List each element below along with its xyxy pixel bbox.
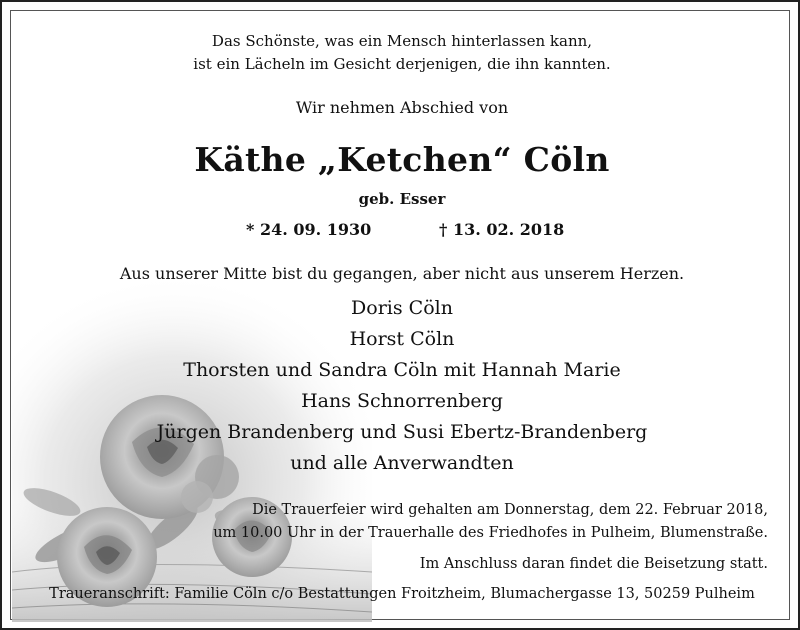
mourner-1: Doris Cöln — [351, 297, 453, 319]
mourner-3: Thorsten und Sandra Cöln mit Hannah Marie — [183, 359, 621, 381]
mourner-2: Horst Cöln — [349, 328, 455, 350]
service-line-2: um 10.00 Uhr in der Trauerhalle des Friedhofes in Pulheim, Blumenstraße. — [213, 525, 768, 541]
death-date: † 13. 02. 2018 — [439, 220, 565, 239]
farewell-line: Aus unserer Mitte bist du gegangen, aber nicht aus unserem Herzen. — [119, 264, 685, 283]
deceased-name: Käthe „Ketchen“ Cöln — [194, 140, 610, 179]
quote-line-1: Das Schönste, was ein Mensch hinterlassen kann, — [211, 32, 593, 50]
intro-text: Wir nehmen Abschied von — [295, 98, 509, 117]
service-line-1: Die Trauerfeier wird gehalten am Donnerstag, dem 22. Februar 2018, — [252, 502, 768, 518]
mourning-address: Traueranschrift: Familie Cöln c/o Bestattungen Froitzheim, Blumachergasse 13, 50259 Pulheim — [49, 586, 755, 602]
birth-name: geb. Esser — [358, 190, 446, 208]
mourner-6: und alle Anverwandten — [290, 452, 514, 474]
quote-line-2: ist ein Lächeln im Gesicht derjenigen, die ihn kannten. — [193, 55, 611, 73]
birth-date: * 24. 09. 1930 — [246, 220, 372, 239]
mourner-5: Jürgen Brandenberg und Susi Ebertz-Brandenberg — [156, 421, 648, 443]
burial-line: Im Anschluss daran findet die Beisetzung statt. — [419, 556, 768, 572]
mourner-4: Hans Schnorrenberg — [301, 390, 503, 412]
